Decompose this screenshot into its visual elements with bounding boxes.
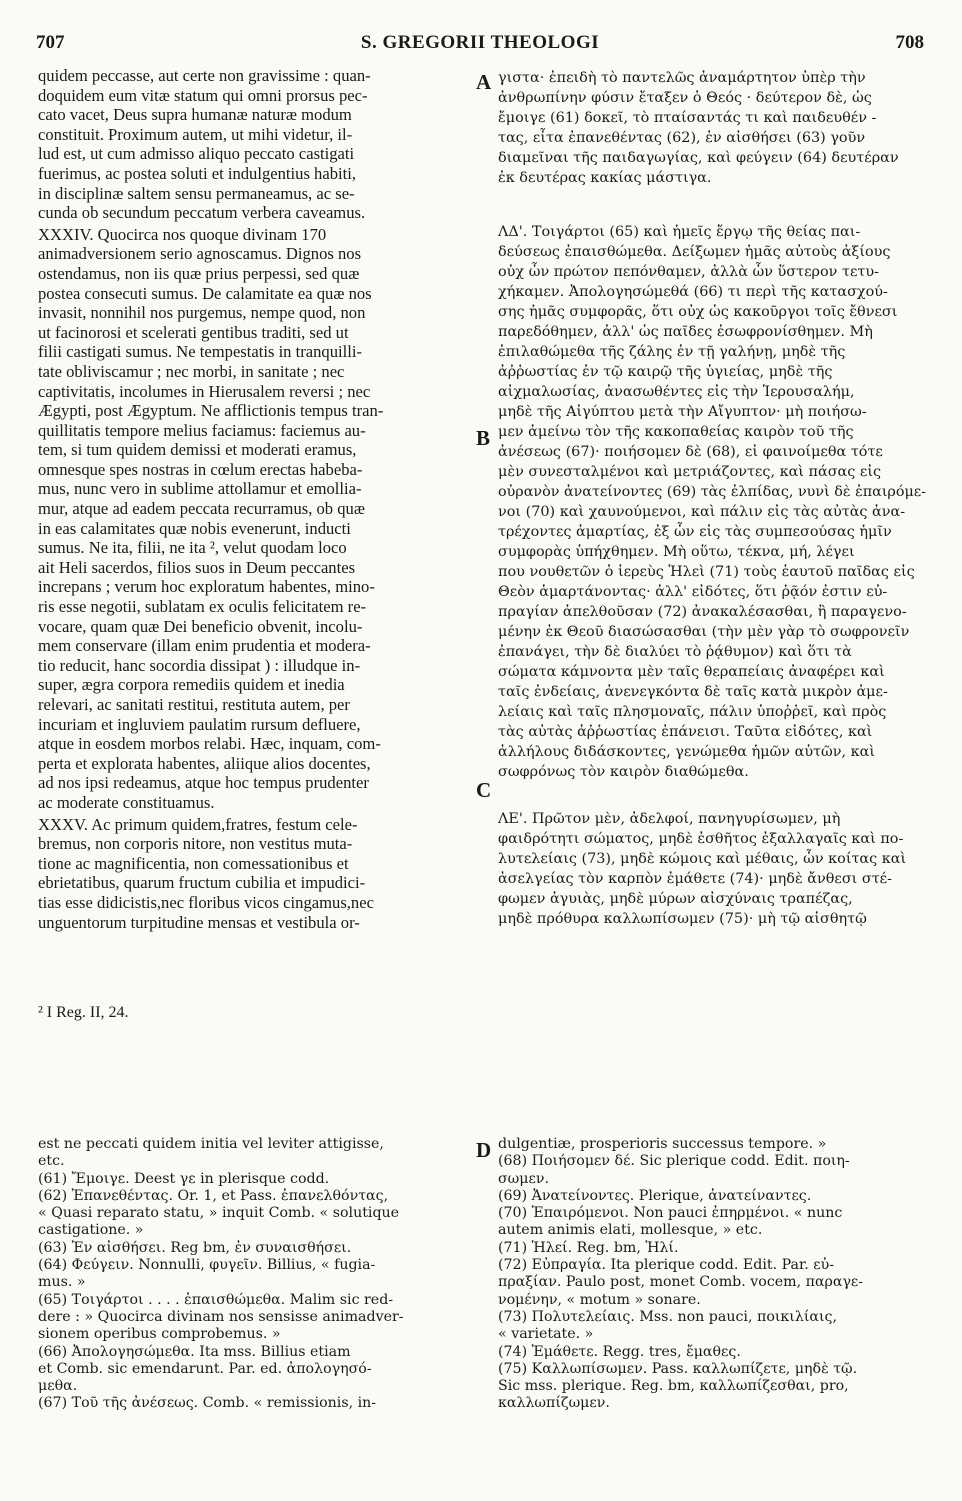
greek-text-line: ΛΔ'. Τοιγάρτοι (65) καὶ ἡμεῖς ἔργῳ τῆς θείας παι- — [498, 224, 861, 240]
footnote-line: πραξίαν. Paulo post, monet Comb. vocem, παραγε- — [498, 1274, 864, 1291]
latin-text-line: constituit. Proximum autem, ut mihi videtur, il- — [38, 124, 353, 144]
latin-text-line: cato vacet, Deus supra humanæ naturæ modum — [38, 105, 352, 125]
latin-text-line: mus, nunc vero in sublime attollamur et emollia- — [38, 479, 362, 499]
footnote-line: νομένην, « motum » sonare. — [498, 1291, 701, 1308]
latin-text-line: doquidem eum vitæ statum qui omni prorsus pec- — [38, 85, 368, 105]
page-number-left: 707 — [36, 32, 65, 53]
greek-text-line: ἀνθρωπίνην φύσιν ἔταξεν ὁ Θεός · δεύτερον δὲ, ὡς — [498, 90, 872, 106]
greek-text-line: μὲν συνεσταλμένοι καὶ μετριάζοντες, καὶ πάσας εἰς — [498, 464, 882, 480]
footnote-line: dulgentiæ, prosperioris successus tempore. » — [498, 1136, 827, 1152]
latin-text-line: atque in eosdem morbos relabi. Hæc, inquam, com- — [38, 734, 381, 754]
greek-text-line: μηδὲ τῆς Αἰγύπτου μετὰ τὴν Αἴγυπτον· μὴ ποιήσω- — [498, 404, 867, 420]
latin-text-line: ebrietatibus, quarum fructum cubilia et impudici- — [38, 873, 366, 893]
greek-text-line: τρέχοντες ἁμαρτίας, ἐξ ὧν εἰς τὰς συμπεσούσας ἡμῖν — [498, 524, 892, 540]
greek-text-line: νοι (70) καὶ χαυνούμενοι, καὶ πάλιν εἰς τὰς αὐτὰς ἀνα- — [498, 504, 906, 520]
footnote-line: dere : » Quocirca divinam nos sensisse animadver- — [38, 1308, 404, 1325]
latin-text-line: ut facinorosi et scelerati gentibus traditi, sed ut — [38, 322, 349, 342]
latin-text-line: super, ægra corpora remediis quidem et inedia — [38, 675, 345, 695]
footnote-line: (74) Ἐμάθετε. Regg. tres, ἔμαθες. — [498, 1343, 741, 1360]
page-header — [36, 28, 924, 58]
latin-text-line: tione ac magnificentia, non comessationibus et — [38, 853, 349, 873]
footnote-line: (65) Τοιγάρτοι . . . . ἐπαισθώμεθα. Malim sic red- — [38, 1291, 394, 1308]
latin-text-line: animadversionem serio agnoscamus. Dignos nos — [38, 244, 362, 264]
footnote-line: (69) Ἀνατείνοντες. Plerique, ἀνατείναντες. — [498, 1187, 812, 1204]
greek-text-line: συμφορὰς ὑπήχθημεν. Μὴ οὕτω, τέκνα, μή, λέγει — [498, 544, 855, 560]
greek-text-line: ἐπανάγει, τὴν δὲ διαλύει τὸ ῥᾴθυμον) καὶ ὅτι τὰ — [498, 644, 852, 660]
greek-text-line: αἰχμαλωσίας, ἀνασωθέντες εἰς τὴν Ἱερουσαλήμ, — [498, 384, 855, 400]
footnote-line: (63) Ἐν αἰσθήσει. Reg bm, ἐν συναισθήσει. — [38, 1239, 352, 1256]
greek-text-line: σωφρόνως τὸν καιρὸν διαθώμεθα. — [498, 764, 749, 780]
section-letter-d: D — [476, 1138, 492, 1162]
greek-text-line: ἀσελγείας τὸν καρπὸν ἐμάθετε (74)· μηδὲ ἄνθεσι στέ- — [498, 871, 892, 887]
footnote-line: « varietate. » — [498, 1326, 594, 1343]
greek-text-line: χήκαμεν. Ἀπολογησώμεθά (66) τι περὶ τῆς κατασχού- — [498, 284, 888, 300]
latin-text-line: incuriam et ingluviem paulatim rursum defluere, — [38, 714, 361, 734]
footnote-line: (66) Ἀπολογησώμεθα. Ita mss. Billius etiam — [38, 1343, 351, 1360]
latin-text-line: in eas calamitates quæ nobis evenerunt, inducti — [38, 518, 351, 538]
footnote-line: σωμεν. — [498, 1170, 549, 1187]
latin-text-line: tias esse didicistis,nec floribus vicos cingamus,nec — [38, 892, 374, 912]
greek-text-line: μεν ἀμείνω τὸν τῆς κακοπαθείας καιρὸν τοῦ τῆς — [498, 424, 854, 440]
greek-text-line: σης ἡμᾶς συμφορᾶς, ὅτι οὐχ ὡς κακοῦργοι τοῖς ἔθνεσι — [498, 304, 898, 320]
latin-footnote: ² I Reg. II, 24. — [38, 1004, 129, 1021]
greek-text-line: ἀῤῥωστίας ἐν τῷ καιρῷ τῆς ὑγιείας, μηδὲ τῆς — [498, 364, 833, 380]
latin-text-line: XXXV. Ac primum quidem,fratres, festum cele- — [38, 814, 358, 834]
footnote-line: καλλωπίζωμεν. — [498, 1395, 610, 1412]
greek-text-line: γιστα· ἐπειδὴ τὸ παντελῶς ἀναμάρτητον ὑπὲρ τὴν — [498, 70, 866, 86]
footnote-line: (73) Πολυτελείαις. Mss. non pauci, ποικιλίαις, — [498, 1308, 838, 1325]
greek-text-line: ἐπιλαθώμεθα τῆς ζάλης ἐν τῇ γαλήνῃ, μηδὲ τῆς — [498, 344, 846, 360]
latin-text-line: captivitatis, incolumes in Hierusalem reversi ; nec — [38, 381, 371, 401]
greek-text-line: τας, εἶτα ἐπανεθέντας (62), ἐν αἰσθήσει (63) γοῦν — [498, 130, 866, 146]
latin-text-line: perta et explorata habentes, aliique alios docentes, — [38, 753, 371, 773]
latin-text-line: ostendamus, non iis quæ prius perpessi, sed quæ — [38, 263, 360, 283]
latin-column — [38, 66, 470, 932]
latin-text-line: Ægypti, post Ægyptum. Ne afflictionis tempus tran- — [38, 401, 384, 421]
footnote-line: mus. » — [38, 1274, 86, 1291]
latin-text-line: ait Heli sacerdos, filios suos in Deum peccantes — [38, 557, 356, 577]
latin-text-line: omnesque spes nostras in cœlum erectas habeba- — [38, 459, 363, 479]
notes-left — [38, 1136, 474, 1413]
latin-text-line: ad nos ipsi redeamus, atque hoc tempus prudenter — [38, 773, 369, 793]
footnote-line: (70) Ἐπαιρόμενοι. Non pauci ἐπηρμένοι. « nunc — [498, 1205, 843, 1222]
greek-text-line: που νουθετῶν ὁ ἱερεὺς Ἡλεὶ (71) τοὺς ἑαυτοῦ παῖδας εἰς — [498, 564, 915, 580]
latin-text-line: mem conservare (illam enim prudentia et modera- — [38, 636, 371, 656]
greek-text-line: λείαις καὶ ταῖς πλησμοναῖς, πάλιν ὑποῤῥεῖ, καὶ πρὸς — [498, 704, 887, 720]
footnote-line: (68) Ποιήσομεν δέ. Sic plerique codd. Edit. ποιη- — [498, 1153, 850, 1170]
latin-text-line: tio reducit, hanc socordia dissipat ) : illudque in- — [38, 655, 361, 675]
footnote-line: (67) Τοῦ τῆς ἀνέσεως. Comb. « remissionis, in- — [38, 1395, 377, 1412]
latin-text-line: quidem peccasse, aut certe non gravissime : quan- — [38, 66, 371, 85]
latin-text-line: bremus, non corporis nitore, non vestitus muta- — [38, 834, 353, 854]
greek-text-line: πραγίαν ἀπελθοῦσαν (72) ἀνακαλέσασθαι, ἢ παραγενο- — [498, 604, 907, 620]
latin-text-line: invasit, nonnihil nos purgemus, nempe quod, non — [38, 303, 366, 323]
greek-text-line: δεύσεως ἐπαισθώμεθα. Δείξωμεν ἡμᾶς αὐτοὺς ἀξίους — [498, 244, 891, 260]
section-letter-a: A — [476, 70, 492, 94]
latin-text-line: in disciplinæ saltem sensu permaneamus, ac se- — [38, 183, 355, 203]
latin-text-line: tem, si tum quidem demissi et moderati eramus, — [38, 440, 357, 460]
greek-text-line: λυτελείαις (73), μηδὲ κώμοις καὶ μέθαις, ὧν κοίτας καὶ — [498, 851, 907, 867]
greek-text-line: ἀλλήλους διδάσκοντες, γενώμεθα ἡμῶν αὐτῶν, καὶ — [498, 744, 876, 760]
footnote-line: (64) Φεύγειν. Nonnulli, φυγεῖν. Billius, « fugia- — [38, 1257, 376, 1274]
greek-text-line: ἐκ δευτέρας κακίας μάστιγα. — [498, 170, 712, 186]
greek-text-line: διαμεῖναι τῆς παιδαγωγίας, καὶ φεύγειν (64) δευτέραν — [498, 150, 899, 166]
latin-text-line: tate obliviscamur ; nec morbi, in sanitate ; nec — [38, 361, 345, 381]
page-number-right: 708 — [895, 32, 924, 53]
latin-text-line: filii castigati sumus. Ne tempestatis in tranquilli- — [38, 342, 362, 362]
footnote-line: Sic mss. plerique. Reg. bm, καλλωπίζεσθαι, pro, — [498, 1378, 849, 1395]
latin-text-line: unguentorum turpitudine mensas et vestibula or- — [38, 912, 360, 932]
latin-text-line: sumus. Ne ita, filii, ne ita ², velut quodam loco — [38, 538, 347, 558]
footnote-line: μεθα. — [38, 1378, 78, 1395]
latin-text-line: vocare, quam quæ Dei beneficio obvenit, incolu- — [38, 616, 363, 636]
greek-text-line: οὐχ ὧν πρώτον πεπόνθαμεν, ἀλλὰ ὧν ὕστερον τετυ- — [498, 264, 879, 280]
footnote-line: (61) Ἔμοιγε. Deest γε in plerisque codd. — [38, 1170, 330, 1187]
latin-text-line: lud est, ut cum admisso aliquo peccato castigati — [38, 144, 355, 164]
latin-text-line: ac moderate constituamus. — [38, 792, 215, 812]
running-title: S. GREGORII THEOLOGI — [360, 32, 600, 53]
footnote-line: etc. — [38, 1153, 65, 1170]
footnote-line: (75) Καλλωπίσωμεν. Pass. καλλωπίζετε, μηδὲ τῷ. — [498, 1360, 858, 1377]
latin-text-line: mur, atque ad eadem peccata recurramus, ob quæ — [38, 499, 365, 519]
latin-text-line: increpans ; verum hoc exploratum habentes, mino- — [38, 577, 375, 597]
latin-text-line: postea consecuti sumus. De calamitate ea quæ nos — [38, 283, 372, 303]
greek-text-line: ΛΕ'. Πρῶτον μὲν, ἀδελφοί, πανηγυρίσωμεν, μὴ — [498, 811, 841, 827]
latin-text-line: fuerimus, ac postea soluti et indulgentius habiti, — [38, 163, 356, 183]
latin-text-line: ris esse negotii, sublatam ex oculis felicitatem re- — [38, 597, 367, 617]
greek-text-line: Θεὸν ἁμαρτάνοντας· ἀλλ' εἰδότες, ὅτι ῥᾷόν ἐστιν εὐ- — [498, 584, 888, 600]
section-letter-b: B — [476, 426, 491, 450]
footnote-line: autem animis elati, mollesque, » etc. — [498, 1222, 763, 1239]
greek-text-line: φωμεν ἀγυιὰς, μηδὲ μύρων αἰσχύναις τραπέζας, — [498, 891, 853, 907]
footnote-line: (62) Ἐπανεθέντας. Or. 1, et Pass. ἐπανελθόντας, — [38, 1187, 389, 1204]
footnote-line: « Quasi reparato statu, » inquit Comb. « solutique — [38, 1205, 400, 1222]
footnote-line: castigatione. » — [38, 1222, 144, 1239]
latin-text-line: cunda ob secundum peccatum verbera caveamus. — [38, 203, 366, 223]
greek-column — [498, 68, 926, 929]
greek-text-line: ἔμοιγε (61) δοκεῖ, τὸ πταίσαντάς τι καὶ παιδευθέν - — [498, 110, 877, 126]
footnote-line: est ne peccati quidem initia vel leviter attigisse, — [38, 1136, 384, 1152]
footnote-line: (72) Εὐπραγία. Ita plerique codd. Edit. Par. εὐ- — [498, 1257, 834, 1274]
greek-text-line: παρεδόθημεν, ἀλλ' ὡς παῖδες ἐσωφρονίσθημεν. Μὴ — [498, 324, 873, 340]
latin-text-line: quillitatis tempore melius faciamus: faciemus au- — [38, 420, 366, 440]
greek-text-line: μένην ἐκ Θεοῦ διασώσασθαι (τὴν μὲν γὰρ τὸ σωφρονεῖν — [498, 624, 910, 640]
latin-text-line: relevari, ac sanitati restitui, restituta autem, per — [38, 695, 350, 714]
section-letter-c: C — [476, 778, 492, 802]
greek-text-line: σώματα κάμνοντα μὲν ταῖς θεραπείαις ἀναφέρει καὶ — [498, 664, 885, 680]
footnote-line: (71) Ἡλεί. Reg. bm, Ἡλί. — [498, 1239, 679, 1256]
greek-text-line: τὰς αὐτὰς ἀῤῥωστίας ἐπάνεισι. Ταῦτα εἰδότες, καὶ — [498, 724, 873, 740]
greek-text-line: ταῖς ἐνδείαις, ἀνενεγκόντα δὲ ταῖς κατὰ μικρὸν ἀμε- — [498, 684, 888, 700]
greek-text-line: ἀνέσεως (67)· ποιήσομεν δὲ (68), εἰ φαινοίμεθα τότε — [498, 444, 883, 460]
footnote-line: et Comb. sic emendarunt. Par. ed. ἀπολογησό- — [38, 1360, 372, 1377]
notes-right — [498, 1136, 926, 1413]
latin-text-line: XXXIV. Quocirca nos quoque divinam 170 — [38, 224, 327, 244]
greek-text-line: μηδὲ πρόθυρα καλλωπίσωμεν (75)· μὴ τῷ αἰσθητῷ — [498, 911, 867, 927]
footnote-line: sionem operibus comprobemus. » — [38, 1326, 281, 1343]
greek-text-line: οὐρανὸν ἀνατείνοντες (69) τὰς ἐλπίδας, νυνὶ δὲ ἐπαιρόμε- — [498, 484, 926, 500]
greek-text-line: φαιδρότητι σώματος, μηδὲ ἐσθῆτος ἐξαλλαγαῖς καὶ πο- — [498, 831, 904, 847]
